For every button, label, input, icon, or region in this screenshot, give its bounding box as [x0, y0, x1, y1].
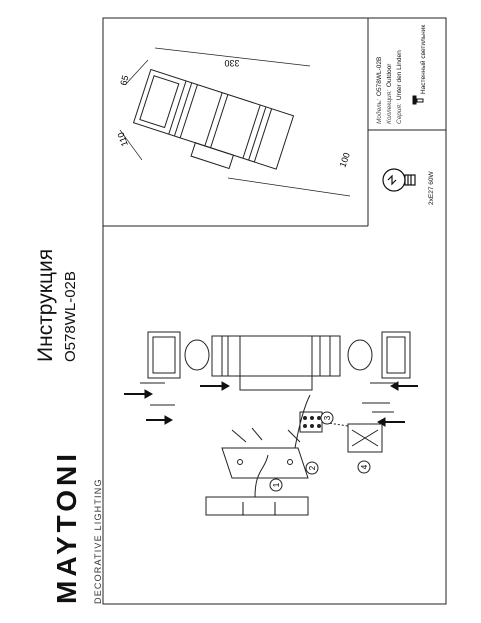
mounting-plate	[222, 428, 308, 478]
dim-depth: 100	[337, 151, 353, 169]
document-model: O578WL-02B	[62, 271, 79, 362]
spec-type	[420, 25, 427, 94]
spec-series-key: Серия:	[396, 103, 403, 124]
lamp-dimension-drawing	[120, 48, 353, 196]
spec-collection-key: Коллекция:	[386, 90, 393, 124]
cable	[255, 455, 268, 497]
terminal-block	[300, 412, 322, 432]
spec-model-value: O578WL-02B	[376, 56, 383, 97]
dim-length: 330	[224, 58, 240, 68]
left-bulb	[185, 340, 209, 370]
step-4-label: 4	[360, 464, 369, 470]
cable-to-lamp	[295, 395, 310, 448]
step-3-label: 3	[323, 415, 332, 421]
spec-model-key: Модель:	[376, 99, 383, 124]
right-bulb	[348, 340, 372, 370]
document-title: Инструкция	[34, 248, 57, 362]
dim-height: 65	[118, 74, 131, 87]
wall-mount-icon	[413, 96, 423, 104]
right-glass-cover	[382, 332, 410, 378]
spec-collection-value: Outdoor	[386, 63, 393, 88]
step-1-label: 1	[272, 482, 281, 488]
lamp-body	[212, 336, 340, 390]
bulb-icon	[383, 169, 415, 191]
bulb-caption: 2xE27 60W	[428, 171, 435, 205]
dim-width: 110	[115, 130, 130, 148]
spec-type-value: Настенный светильник	[420, 24, 427, 94]
spec-collection	[386, 64, 393, 124]
spec-series-value: Unter den Linden	[396, 50, 403, 101]
down-arrow-icons	[243, 502, 275, 515]
spec-series	[396, 50, 403, 124]
brand-logo: MAYTONI	[51, 449, 82, 604]
wall-bar	[206, 497, 308, 515]
step-2-label: 2	[308, 465, 317, 471]
spec-model	[376, 57, 383, 124]
installation-diagram	[140, 332, 410, 420]
arrow-icons	[124, 382, 418, 426]
brand-tagline: DECORATIVE LIGHTING	[93, 478, 103, 604]
